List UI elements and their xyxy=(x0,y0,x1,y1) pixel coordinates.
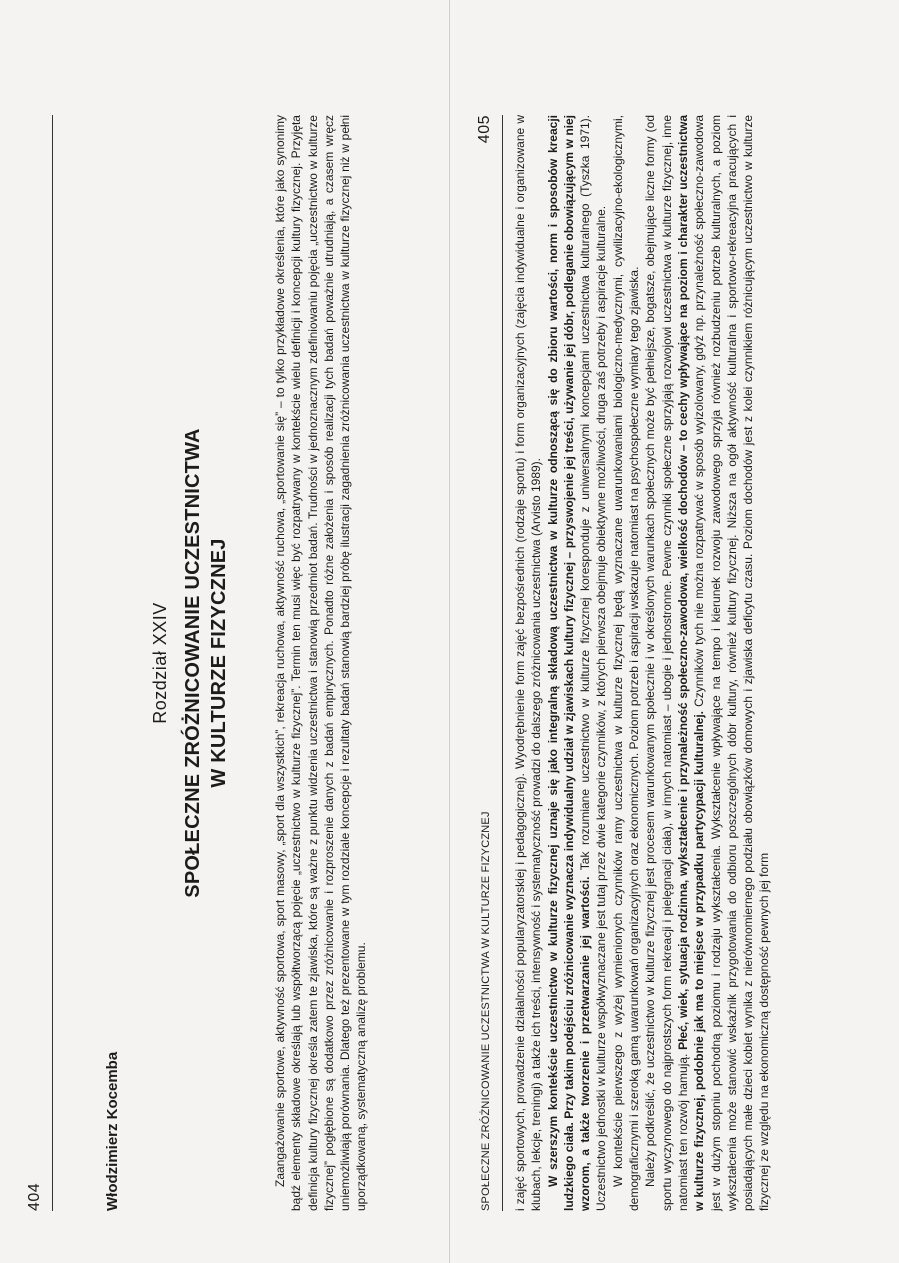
page-number: 404 xyxy=(26,1182,43,1211)
paragraph: W kontekście pierwszego z wyżej wymienionych czynników ramy uczestnictwa w kulturze fizycznej będą wyznaczane uwarunkowaniami biologiczno-medycznymi, cywilizacyjno-ekologicznymi, demograficznymi i szeroką gamą uwarunkowań organizacyjnych oraz ekonomicznych. Poziom potrzeb i aspiracji wskazuje natomiast na psychospołeczne wymiary tego zjawiska. xyxy=(610,115,642,1211)
intro-paragraph: Zaangażowanie sportowe, aktywność sportowa, sport masowy, „sport dla wszystkich”, rekreacja ruchowa, aktywność ruchowa, „sportowanie się” – to tylko przykładowe określenia, które jako synonimy bądź elementy składowe określają lub współtworzącą pojęcie „uczestnictwo w kulturze fizycznej”. Termin ten musi więc być rozpatrywany w kontekście wielu definicji i koncepcji kultury fizycznej. Przyjęta definicja kultury fizycznej określa zatem te zjawiska, które są ważne z punktu widzenia uczestnictwa i stanowią przedmiot badań. Trudności w jednoznacznym zdefiniowaniu pojęcia „uczestnictwo w kulturze fizycznej” pogłębione są dodatkowo przez zróżnicowanie i rozproszenie danych z badań empirycznych. Ponadto różne założenia i sposób realizacji tych badań poważnie utrudniają, a czasem wręcz uniemożliwiają porównania. Dlatego też prezentowane w tym rozdziale koncepcje i rezultaty badań stanowią bardziej próbę ilustracji zagadnienia zróżnicowania uczestnictwa w kulturze fizycznej niż w pełni uporządkowaną, systematyczną analizę problemu. xyxy=(273,115,369,1211)
body-text xyxy=(512,115,773,1211)
paragraph: W szerszym kontekście uczestnictwo w kulturze fizycznej uznaje się jako integralną składową uczestnictwa w kulturze odnoszącą się do zbioru wartości, norm i sposobów kreacji ludzkiego ciała. Przy takim podejściu zróżnicowanie wyznacza indywidualny udział w zjawiskach kultury fizycznej – przyswojenie jej treści, używanie jej dóbr, podleganie obowiązującym w niej wzorom, a także tworzenie i przetwarzanie jej wartości. Tak rozumiane uczestnictwo w kulturze fizycznej koresponduje z uniwersalnymi koncepcjami uczestnictwa kulturalnego (Tyszka 1971). Uczestnictwo jednostki w kulturze współwyznaczane jest tutaj przez dwie kategorie czynników, z których pierwsza obejmuje obiektywne możliwości, druga zaś potrzeby i aspiracje kulturalne. xyxy=(545,114,609,1211)
intro-text xyxy=(272,115,370,1211)
header-rule xyxy=(52,115,53,1211)
paragraph: i zajęć sportowych, prowadzenie działalności popularyzatorskiej i pedagogicznej). Wyodrębnienie form zajęć bezpośrednich (rodzaje sportu) i form organizacyjnych (zajęcia indywidualne i organizowane w klubach, lekcje, treningi) a także ich treści, intensywność i systematyczność prowadzi do dalszego zróżnicowania uczestnictwa (Arvisto 1989). xyxy=(513,115,544,1211)
running-header: SPOŁECZNE ZRÓŻNICOWANIE UCZESTNICTWA W KULTURZE FIZYCZNEJ xyxy=(480,811,492,1211)
left-page xyxy=(0,63,449,1263)
page-number: 405 xyxy=(476,115,493,144)
right-page xyxy=(450,63,899,1263)
author-name: Włodzimierz Kocemba xyxy=(104,1051,121,1211)
bold-passage: W szerszym kontekście uczestnictwo w kulturze fizycznej uznaje się jako integralną składową uczestnictwa w kulturze odnoszącą się do zbioru wartości, norm i sposobów kreacji ludzkiego ciała. Przy takim podejściu zróżnicowanie wyznacza indywidualny udział w zjawiskach kultury fizycznej – przyswojenie jej treści, używanie jej dóbr, podleganie obowiązującym w niej wzorom, a także tworzenie i przetwarzanie jej wartości. xyxy=(545,115,593,1211)
chapter-title-line-1: SPOŁECZNE ZRÓŻNICOWANIE UCZESTNICTWA xyxy=(182,428,204,898)
paragraph: Należy podkreślić, że uczestnictwo w kulturze fizycznej jest procesem warunkowanym społecznie i w określonych warunkach społecznych może być pełniejsze, bogatsze, obejmujące liczne formy (od sportu wyczynowego do najprostszych form rekreacji i pielęgnacji ciała), w innych natomiast – ubogie i jednostronne. Pewne czynniki społeczne sprzyjają rozwojowi uczestnictwa w kulturze fizycznej, inne natomiast ten rozwój hamują. Płeć, wiek, sytuacja rodzinna, wykształcenie i przynależność społeczno-zawodowa, wielkość dochodów – to cechy wpływające na poziom i charakter uczestnictwa w kulturze fizycznej, podobnie jak ma to miejsce w przypadku partycypacji kulturalnej. Czynników tych nie można rozpatrywać w sposób wyizolowany, gdyż np. przynależność społeczno-zawodowa jest w dużym stopniu pochodną poziomu i rodzaju wykształcenia. Wykształcenie wpływające na tempo i kierunek rozwoju zawodowego sprzyja również rozbudzeniu potrzeb kulturalnych, a poziom wykształcenia może stanowić wskaźnik przygotowania do odbioru poszczególnych dóbr kultury, również kultury fizycznej. Niższa na ogół aktywność kulturalna i sportowo-rekreacyjna pracujących i posiadających małe dzieci kobiet wynika z nierównomiernego podziału obowiązków domowych i zjawiska deficytu czasu. Poziom dochodów jest z kolei czynnikiem różnicującym uczestnictwo w kulturze fizycznej ze względu na ekonomiczną dostępność pewnych jej form xyxy=(643,115,772,1211)
chapter-title-line-2: W KULTURZE FIZYCZNEJ xyxy=(208,538,230,788)
bold-passage: Płeć, wiek, sytuacja rodzinna, wykształcenie i przynależność społeczno-zawodowa, wielkość dochodów – to cechy wpływające na poziom i charakter uczestnictwa w kulturze fizycznej, podobnie jak ma to miejsce w przypadku partycypacji kulturalnej. xyxy=(675,115,707,1211)
chapter-number: Rozdział XXIV xyxy=(150,602,170,724)
chapter-title xyxy=(180,143,232,1183)
header-rule xyxy=(502,115,503,1211)
